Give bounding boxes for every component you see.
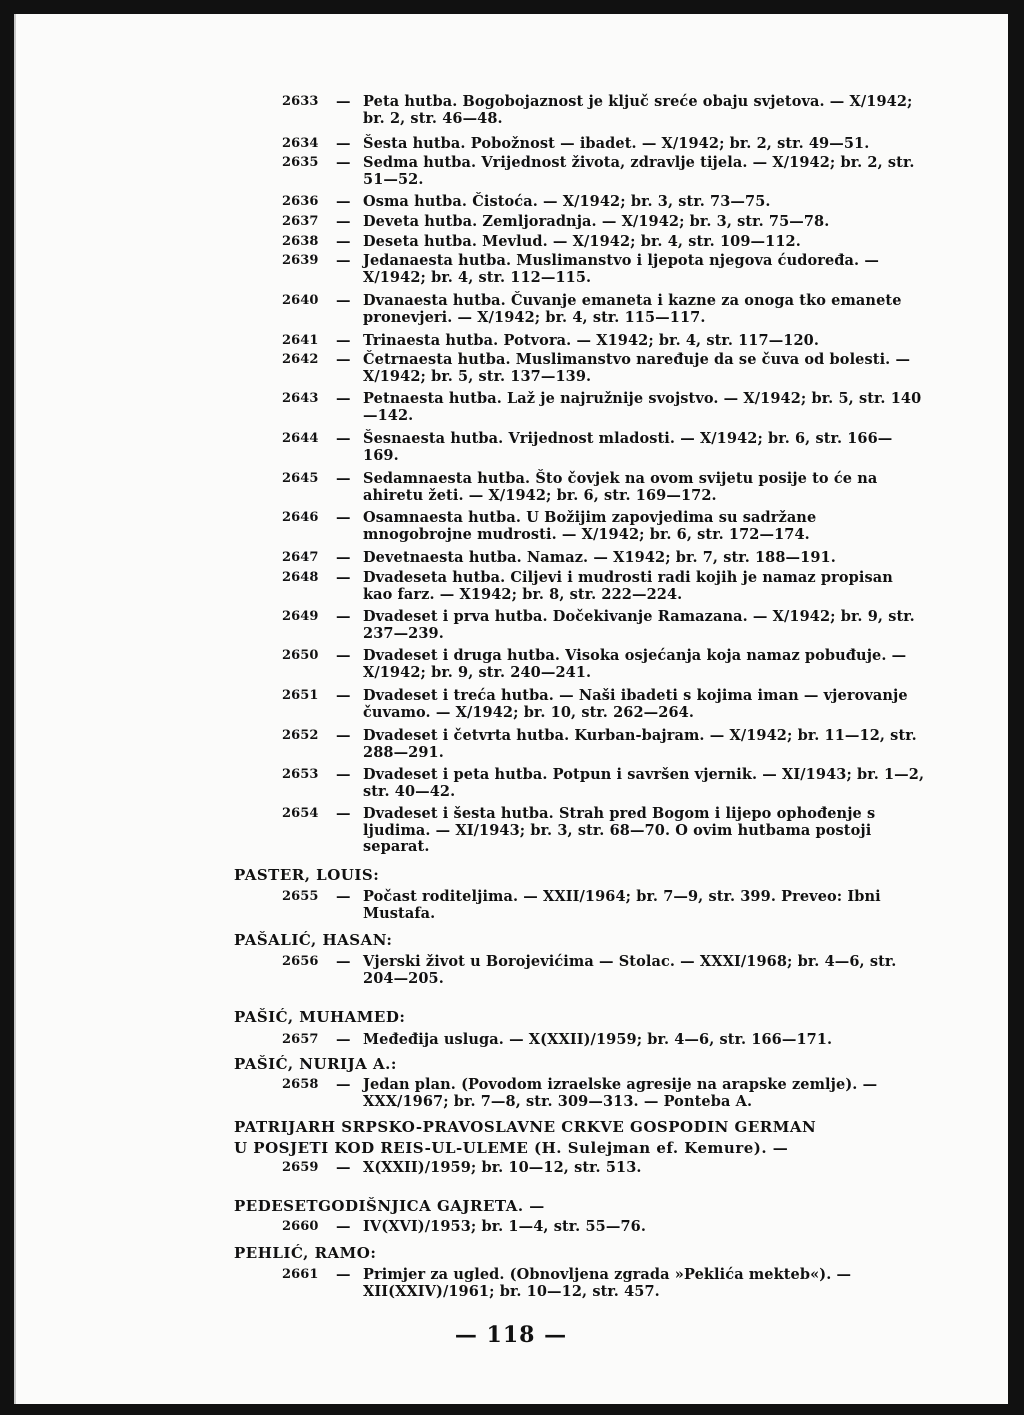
entry-number: 2657 (282, 1032, 319, 1047)
entry-text: Četrnaesta hutba. Muslimanstvo naređuje da se čuva od bolesti. — X/1942; br. 5, str. 137—139. (363, 351, 911, 385)
entry-number: 2648 (282, 570, 319, 585)
heading-patrijarh-line1: PATRIJARH SRPSKO-PRAVOSLAVNE CRKVE GOSPODIN GERMAN (234, 1118, 817, 1136)
page-number: — 118 — (454, 1322, 568, 1348)
entry-2654 (234, 806, 954, 856)
entry-dash: — (336, 509, 351, 526)
entry-text: Dvanaesta hutba. Čuvanje emaneta i kazne za onoga tko emanete pronevjeri. — X/1942; br. 4, str. 115—117. (363, 292, 902, 326)
entry-text: Dvadeset i treća hutba. — Naši ibadeti s kojima iman — vjerovanje čuvamo. — X/1942; br. 10, str. 262—264. (363, 687, 908, 721)
heading-patrijarh-line2: U POSJETI KOD REIS-UL-ULEME (H. Sulejman ef. Kemure). — (234, 1139, 789, 1157)
entry-text: X(XXII)/1959; br. 10—12, str. 513. (363, 1159, 642, 1176)
entry-dash: — (336, 332, 351, 349)
entry-text: Sedamnaesta hutba. Što čovjek na ovom svijetu posije to će na ahiretu žeti. — X/1942; br. 6, str. 169—172. (363, 470, 878, 504)
entry-dash: — (336, 888, 351, 905)
entry-2639 (234, 253, 954, 286)
entry-number: 2660 (282, 1219, 319, 1234)
entry-text: Dvadeset i četvrta hutba. Kurban-bajram. — X/1942; br. 11—12, str. 288—291. (363, 727, 917, 761)
entry-dash: — (336, 292, 351, 309)
entry-text: Dvadeset i peta hutba. Potpun i savršen vjernik. — XI/1943; br. 1—2, str. 40—42. (363, 766, 925, 800)
entry-text: Osamnaesta hutba. U Božijim zapovjedima su sadržane mnogobrojne mudrosti. — X/1942; br. 6, str. 172—174. (363, 509, 817, 543)
entry-2641 (234, 333, 954, 350)
author-heading-pasic-muhamed: PAŠIĆ, MUHAMED: (234, 1008, 406, 1026)
entry-text: Sedma hutba. Vrijednost života, zdravlje tijela. — X/1942; br. 2, str. 51—52. (363, 154, 915, 188)
entry-text: Dvadeset i prva hutba. Dočekivanje Ramazana. — X/1942; br. 9, str. 237—239. (363, 608, 915, 642)
entry-number: 2661 (282, 1267, 319, 1282)
entry-text: Šesnaesta hutba. Vrijednost mladosti. — X/1942; br. 6, str. 166—169. (363, 430, 893, 464)
entry-number: 2654 (282, 806, 319, 821)
entry-2637 (234, 214, 954, 231)
entry-2635 (234, 155, 954, 188)
entry-2640 (234, 293, 954, 326)
entry-2643 (234, 391, 954, 424)
entry-dash: — (336, 233, 351, 250)
entry-number: 2653 (282, 767, 319, 782)
entry-dash: — (336, 1218, 351, 1235)
entry-number: 2646 (282, 510, 319, 525)
entry-number: 2638 (282, 234, 319, 249)
entry-2642 (234, 352, 954, 385)
entry-dash: — (336, 213, 351, 230)
author-heading-paster: PASTER, LOUIS: (234, 866, 380, 884)
entry-dash: — (336, 608, 351, 625)
entry-2645 (234, 471, 954, 504)
entry-number: 2652 (282, 728, 319, 743)
entry-2646 (234, 510, 954, 543)
entry-2638 (234, 234, 954, 251)
entry-2651 (234, 688, 954, 721)
entry-dash: — (336, 953, 351, 970)
entry-number: 2639 (282, 253, 319, 268)
entry-text: Počast roditeljima. — XXII/1964; br. 7—9, str. 399. Preveo: Ibni Mustafa. (363, 888, 881, 922)
entry-text: Devetnaesta hutba. Namaz. — X1942; br. 7, str. 188—191. (363, 549, 836, 566)
entry-text: Petnaesta hutba. Laž je najružnije svojstvo. — X/1942; br. 5, str. 140—142. (363, 390, 922, 424)
entry-2661 (234, 1267, 954, 1300)
entry-text: Vjerski život u Borojevićima — Stolac. — XXXI/1968; br. 4—6, str. 204—205. (363, 953, 897, 987)
entry-dash: — (336, 1159, 351, 1176)
entry-number: 2637 (282, 214, 319, 229)
entry-2648 (234, 570, 954, 603)
entry-dash: — (336, 154, 351, 171)
entry-text: Međeđija usluga. — X(XXII)/1959; br. 4—6, str. 166—171. (363, 1031, 833, 1048)
entry-dash: — (336, 766, 351, 783)
entry-number: 2643 (282, 391, 319, 406)
entry-number: 2659 (282, 1160, 319, 1175)
entry-dash: — (336, 805, 351, 822)
entry-number: 2640 (282, 293, 319, 308)
entry-2634 (234, 136, 954, 153)
entry-text: IV(XVI)/1953; br. 1—4, str. 55—76. (363, 1218, 646, 1235)
entry-number: 2633 (282, 94, 319, 109)
entry-dash: — (336, 193, 351, 210)
entry-number: 2642 (282, 352, 319, 367)
entry-number: 2647 (282, 550, 319, 565)
entry-dash: — (336, 351, 351, 368)
entry-text: Deseta hutba. Mevlud. — X/1942; br. 4, str. 109—112. (363, 233, 801, 250)
entry-dash: — (336, 1266, 351, 1283)
entry-text: Osma hutba. Čistoća. — X/1942; br. 3, str. 73—75. (363, 193, 771, 210)
entry-2659 (234, 1160, 954, 1177)
entry-2653 (234, 767, 954, 800)
entry-dash: — (336, 1031, 351, 1048)
entry-2649 (234, 609, 954, 642)
entry-dash: — (336, 135, 351, 152)
entry-number: 2658 (282, 1077, 319, 1092)
entry-number: 2635 (282, 155, 319, 170)
entry-2644 (234, 431, 954, 464)
entry-dash: — (336, 430, 351, 447)
entry-2652 (234, 728, 954, 761)
entry-text: Dvadeset i šesta hutba. Strah pred Bogom i lijepo ophođenje s ljudima. — XI/1943; br. 3, str. 68—70. O ovim hutbama postoji separat. (363, 805, 876, 855)
entry-number: 2651 (282, 688, 319, 703)
entry-dash: — (336, 647, 351, 664)
entry-text: Šesta hutba. Pobožnost — ibadet. — X/1942; br. 2, str. 49—51. (363, 135, 870, 152)
heading-pedesetgodisnjica: PEDESETGODIŠNJICA GAJRETA. — (234, 1197, 545, 1215)
entry-number: 2641 (282, 333, 319, 348)
entry-2656 (234, 954, 954, 987)
entry-text: Trinaesta hutba. Potvora. — X1942; br. 4, str. 117—120. (363, 332, 820, 349)
entry-2658 (234, 1077, 954, 1110)
entry-2660 (234, 1219, 954, 1236)
entry-2657 (234, 1032, 954, 1049)
entry-number: 2650 (282, 648, 319, 663)
entry-text: Deveta hutba. Zemljoradnja. — X/1942; br. 3, str. 75—78. (363, 213, 830, 230)
entry-dash: — (336, 470, 351, 487)
entry-dash: — (336, 687, 351, 704)
entry-number: 2644 (282, 431, 319, 446)
entry-text: Peta hutba. Bogobojaznost je ključ sreće obaju svjetova. — X/1942; br. 2, str. 46—48. (363, 93, 913, 127)
entry-number: 2649 (282, 609, 319, 624)
entry-text: Dvadeseta hutba. Ciljevi i mudrosti radi kojih je namaz propisan kao farz. — X1942; br. 8, str. 222—224. (363, 569, 893, 603)
entry-number: 2656 (282, 954, 319, 969)
entry-dash: — (336, 1076, 351, 1093)
entry-text: Primjer za ugled. (Obnovljena zgrada »Peklića mekteb«). — XII(XXIV)/1961; br. 10—12, str. 457. (363, 1266, 852, 1300)
bibliography-content (14, 14, 1008, 1404)
entry-text: Jedanaesta hutba. Muslimanstvo i ljepota njegova ćudoređa. — X/1942; br. 4, str. 112—115. (363, 252, 879, 286)
scanned-page (14, 14, 1008, 1404)
entry-dash: — (336, 549, 351, 566)
entry-dash: — (336, 569, 351, 586)
entry-2650 (234, 648, 954, 681)
entry-2647 (234, 550, 954, 567)
entry-2655 (234, 889, 954, 922)
entry-number: 2655 (282, 889, 319, 904)
entry-dash: — (336, 390, 351, 407)
author-heading-pasalic: PAŠALIĆ, HASAN: (234, 931, 393, 949)
entry-number: 2634 (282, 136, 319, 151)
entry-2633 (234, 94, 954, 127)
entry-number: 2645 (282, 471, 319, 486)
author-heading-pasic-nurija: PAŠIĆ, NURIJA A.: (234, 1055, 397, 1073)
entry-text: Jedan plan. (Povodom izraelske agresije na arapske zemlje). — XXX/1967; br. 7—8, str. 309—313. — Ponteba A. (363, 1076, 878, 1110)
entry-number: 2636 (282, 194, 319, 209)
entry-text: Dvadeset i druga hutba. Visoka osjećanja koja namaz pobuđuje. — X/1942; br. 9, str. 240—241. (363, 647, 907, 681)
entry-dash: — (336, 93, 351, 110)
entry-2636 (234, 194, 954, 211)
entry-dash: — (336, 727, 351, 744)
author-heading-pehlic: PEHLIĆ, RAMO: (234, 1244, 377, 1262)
entry-dash: — (336, 252, 351, 269)
